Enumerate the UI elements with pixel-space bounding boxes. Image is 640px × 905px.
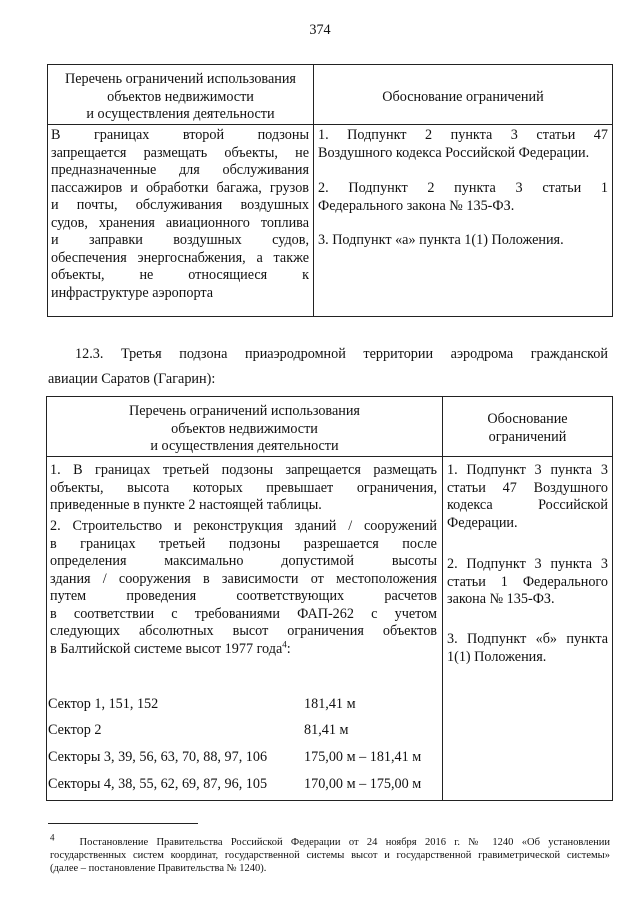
table1-header-divider <box>47 124 613 125</box>
footnote-separator <box>48 823 198 824</box>
table2-justification-item-3: 3. Подпункт «б» пункта 1(1) Положения. <box>447 631 608 665</box>
table1-header-right: Обоснование ограничений <box>382 89 544 105</box>
table2-header-divider <box>46 456 613 457</box>
table2-justification-item-2: 2. Подпункт 3 пункта 3 статьи 1 Федерального закона № 135-ФЗ. <box>447 556 608 607</box>
footnote-marker: 4 <box>50 832 55 843</box>
sector-height: 175,00 м – 181,41 м <box>304 749 422 765</box>
sector-height: 181,41 м <box>304 696 356 712</box>
table1-restriction-text: В границах второй подзоны запрещается размещать объекты, не предназначенные для обслуживания пассажиров и обработки багажа, грузов и почты, обслуживания воздушных судов, хранения авиационного топлива и заправки воздушных судов, обеспечения энергоснабжения, а также объекты, не относящиеся к инфраструктуре аэропорта <box>51 127 309 301</box>
table2-header-right: Обоснование ограничений <box>487 411 568 445</box>
sector-label: Секторы 3, 39, 56, 63, 70, 88, 97, 106 <box>48 749 268 765</box>
footnote: $^4$ Постановление Правительства Российской Федерации от 24 ноября 2016 г. № 1240 «Об установлении государственных систем координат, государственной системы высот и государственной гравиметрической системы» (далее – постановление Правительства № 1240). <box>50 832 611 874</box>
page-number: 374 <box>309 22 331 38</box>
sector-label: Сектор 2 <box>48 722 102 738</box>
sector-height: 81,41 м <box>304 722 349 738</box>
sector-height: 170,00 м – 175,00 м <box>304 776 422 792</box>
table1-justification-item-3: 3. Подпункт «а» пункта 1(1) Положения. <box>318 232 564 248</box>
section-12-3-paragraph: 12.3. Третья подзона приаэродромной территории аэродрома гражданской <box>75 346 608 362</box>
sector-label: Секторы 4, 38, 55, 62, 69, 87, 96, 105 <box>48 776 268 792</box>
table2-header-left: Перечень ограничений использования объектов недвижимости и осуществления деятельности <box>129 403 360 454</box>
footnote-reference: 4 <box>282 638 287 649</box>
table1-justification-item-2: 2. Подпункт 2 пункта 3 статьи 1 Федерального закона № 135-ФЗ. <box>318 180 608 214</box>
sector-label: Сектор 1, 151, 152 <box>48 696 159 712</box>
table2-restriction-item-2: 2. Строительство и реконструкция зданий / сооружений в границах третьей подзоны разрешается после определения максимально допустимой высоты здания / сооружения в зависимости от местоположения путем проведения соответствующих расчетов в соответствии с требованиями ФАП-262 с учетом следующих абсолютных высот ограничения объектов в Балтийской системе высот 1977 года$^4$: <box>50 518 437 657</box>
table2-restriction-item-1: 1. В границах третьей подзоны запрещается размещать объекты, высота которых превышает ограничения, приведенные в пункте 2 настоящей таблицы. <box>50 462 437 513</box>
table1-header-left: Перечень ограничений использования объектов недвижимости и осуществления деятельности <box>65 71 296 122</box>
table2-justification-item-1: 1. Подпункт 3 пункта 3 статьи 47 Воздушного кодекса Российской Федерации. <box>447 462 608 531</box>
section-12-3-paragraph-end: авиации Саратов (Гагарин): <box>48 371 216 387</box>
table1-justification-item-1: 1. Подпункт 2 пункта 3 статьи 47 Воздушного кодекса Российской Федерации. <box>318 127 608 161</box>
